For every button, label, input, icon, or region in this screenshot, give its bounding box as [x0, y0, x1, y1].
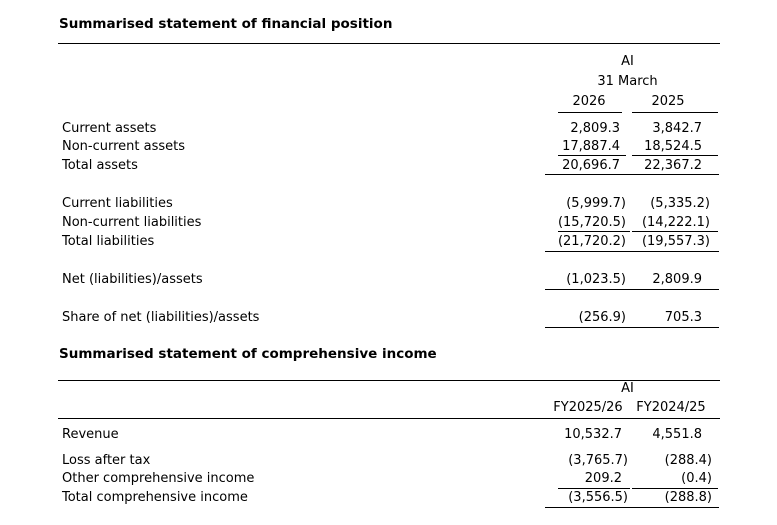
row-label-share-net-assets: Share of net (liabilities)/assets [62, 310, 260, 325]
liabilities-subtotal-rule-2025 [632, 231, 718, 232]
row-label-total-assets: Total assets [62, 158, 138, 173]
loss-after-tax-fy2025-26: (3,765.7) [568, 453, 628, 468]
revenue-fy2024-25: 4,551.8 [652, 427, 702, 442]
income-subtotal-rule-fy2025-26 [558, 488, 630, 489]
income-entity-label: AI [621, 381, 634, 396]
total-liabilities-2025: (19,557.3) [641, 234, 710, 249]
position-title: Summarised statement of financial position [59, 16, 393, 32]
assets-subtotal-rule-2026 [558, 155, 626, 156]
position-col-2025: 2025 [651, 94, 685, 109]
row-label-revenue: Revenue [62, 427, 119, 442]
non-current-assets-2025: 18,524.5 [644, 139, 702, 154]
non-current-liabilities-2025: (14,222.1) [641, 215, 710, 230]
position-col-2026: 2026 [572, 94, 606, 109]
current-assets-2026: 2,809.3 [570, 121, 620, 136]
current-liabilities-2025: (5,335.2) [650, 196, 710, 211]
total-assets-2025: 22,367.2 [644, 158, 702, 173]
current-liabilities-2026: (5,999.7) [566, 196, 626, 211]
row-label-loss-after-tax: Loss after tax [62, 453, 151, 468]
position-entity-label: AI [621, 54, 634, 69]
income-col-fy2024-25: FY2024/25 [636, 400, 706, 415]
income-col-fy2025-26: FY2025/26 [553, 400, 623, 415]
col-2025-rule [632, 112, 718, 113]
row-label-net-assets: Net (liabilities)/assets [62, 272, 203, 287]
non-current-liabilities-2026: (15,720.5) [557, 215, 626, 230]
current-assets-2025: 3,842.7 [652, 121, 702, 136]
total-liabilities-rule [545, 251, 719, 252]
revenue-fy2025-26: 10,532.7 [564, 427, 622, 442]
row-label-current-liabilities: Current liabilities [62, 196, 173, 211]
share-net-assets-2025: 705.3 [664, 310, 702, 325]
net-assets-2025: 2,809.9 [652, 272, 702, 287]
row-label-other-comprehensive-income: Other comprehensive income [62, 471, 255, 486]
total-comprehensive-income-rule [545, 507, 719, 508]
other-comprehensive-income-fy2024-25: (0.4) [681, 471, 712, 486]
share-net-assets-rule [545, 327, 719, 328]
total-comprehensive-income-fy2024-25: (288.8) [664, 490, 712, 505]
total-liabilities-2026: (21,720.2) [557, 234, 626, 249]
row-label-total-liabilities: Total liabilities [62, 234, 155, 249]
loss-after-tax-fy2024-25: (288.4) [664, 453, 712, 468]
income-subtotal-rule-fy2024-25 [632, 488, 718, 489]
row-label-current-assets: Current assets [62, 121, 157, 136]
net-assets-2026: (1,023.5) [566, 272, 626, 287]
income-columns-rule [58, 418, 720, 419]
assets-subtotal-rule-2025 [632, 155, 718, 156]
position-date-label: 31 March [597, 74, 658, 89]
total-assets-rule [545, 174, 719, 175]
col-2026-rule [558, 112, 622, 113]
total-comprehensive-income-fy2025-26: (3,556.5) [568, 490, 628, 505]
position-header-rule [58, 43, 720, 44]
liabilities-subtotal-rule-2026 [558, 231, 630, 232]
other-comprehensive-income-fy2025-26: 209.2 [584, 471, 622, 486]
net-assets-rule [545, 289, 719, 290]
income-title: Summarised statement of comprehensive income [59, 346, 437, 362]
row-label-total-comprehensive-income: Total comprehensive income [62, 490, 248, 505]
row-label-non-current-assets: Non-current assets [62, 139, 186, 154]
total-assets-2026: 20,696.7 [562, 158, 620, 173]
row-label-non-current-liabilities: Non-current liabilities [62, 215, 202, 230]
non-current-assets-2026: 17,887.4 [562, 139, 620, 154]
share-net-assets-2026: (256.9) [578, 310, 626, 325]
